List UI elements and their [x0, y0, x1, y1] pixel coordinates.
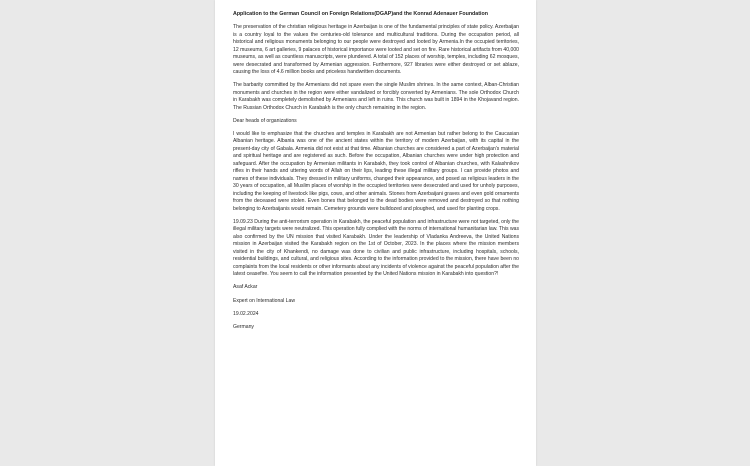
- document-title: Application to the German Council on Foreign Relations(DGAP)and the Konrad Adenauer Foundation: [233, 11, 488, 17]
- signature-role: Expert on International Law: [233, 297, 296, 304]
- document-page: [215, 0, 536, 466]
- salutation: Dear heads of organizations: [233, 117, 297, 124]
- page-content: [233, 11, 519, 338]
- paragraph-barbarity: The barbarity committed by the Armenians did not spare even the single Muslim shrines. In the same context, Alban-Christian monuments and churches in the region were either vandalized or forcibly converted by Armenians. The sole Orthodox Church in Karabakh was completely demolished by Armenians and left in ruins. This church was built in 1894 in the Khojavand region. The Russian Orthodox Church in Karabakh is the only church remaining in the region.: [233, 82, 519, 111]
- paragraph-heritage: The preservation of the christian religious heritage in Azerbaijan is one of the fundamental principles of state policy. Azerbaijan is a country loyal to the values the centuries-old tolerance and multicultural traditions. During the occupation period, all historical and religious monuments belonging to our people were destroyed and looted by Armenia.In the occupied territories, 12 museums, 6 art galleries, 9 palaces of historical importance were looted and set on fire. Rare historical artifacts from 40,000 museums, as well as countless manuscripts, were plundered. A total of 152 places of worship, temples, including 62 mosques, were desecrated and transformed by Armenian aggression. Furthermore, 927 libraries were either destroyed or set ablaze, causing the loss of 4.6 million books and priceless handwritten documents.: [233, 24, 519, 75]
- signature-name: Asaf Ackar: [233, 284, 258, 291]
- signature-country: Germany: [233, 324, 254, 331]
- paragraph-operation: 19.09.23 During the anti-terrorism operation in Karabakh, the peaceful population and infrastructure were not targeted, only the illegal military targets were neutralized. This operation fully complied with the norms of international humanitarian law. This was also confirmed by the UN mission that visited Karabakh. Under the leadership of Vladanka Andreeva, the United Nations mission in Azerbaijan visited the Karabakh region on the 1st of October, 2023. In the places where the mission members visited in the city of Khankendi, no damage was done to civilian and public infrastructure, including hospitals, schools, residential buildings, and cultural, and religious sites. According to the information provided to the mission, there have been no complaints from the local residents or other informants about any incidents of violence against the peaceful population after the latest ceasefire. You seem to call the information presented by the United Nations mission in Karabakh into question?!: [233, 218, 519, 278]
- signature-date: 19.02.2024: [233, 311, 259, 318]
- paragraph-albanian-heritage: I would like to emphasize that the churches and temples in Karabakh are not Armenian but rather belong to the Caucasian Albanian heritage. Albania was one of the ancient states within the territory of modern Azerbaijan, with its capital in the present-day city of Gabala. Armenia did not exist at that time. Albanian churches are considered a part of Azerbaijan's material and spiritual heritage and are registered as such. Before the occupation, Albanian churches were under high protection and safeguard. After the occupation by Armenian militants in Karabakh, they took control of Albanian churches, with Kalashnikov rifles in their hands and uttering words of Allah on their lips, leading these illegal military groups. I can provide photos and names of these individuals. They dressed in military uniforms, changed their appearance, and posed as religious leaders in the 30 years of occupation, all Muslim places of worship in the occupied territories were desecrated and used for unholy purposes, including the keeping of livestock like pigs, cows, and other animals. Stones from Azerbaijani graves and even gold ornaments from the deceased were stolen. Even bones that belonged to the dead bodies were removed and destroyed so that nothing belonging to Azerbaijanis would remain. Cemetery grounds were bulldozed and ploughed, and used for planting crops.: [233, 130, 519, 212]
